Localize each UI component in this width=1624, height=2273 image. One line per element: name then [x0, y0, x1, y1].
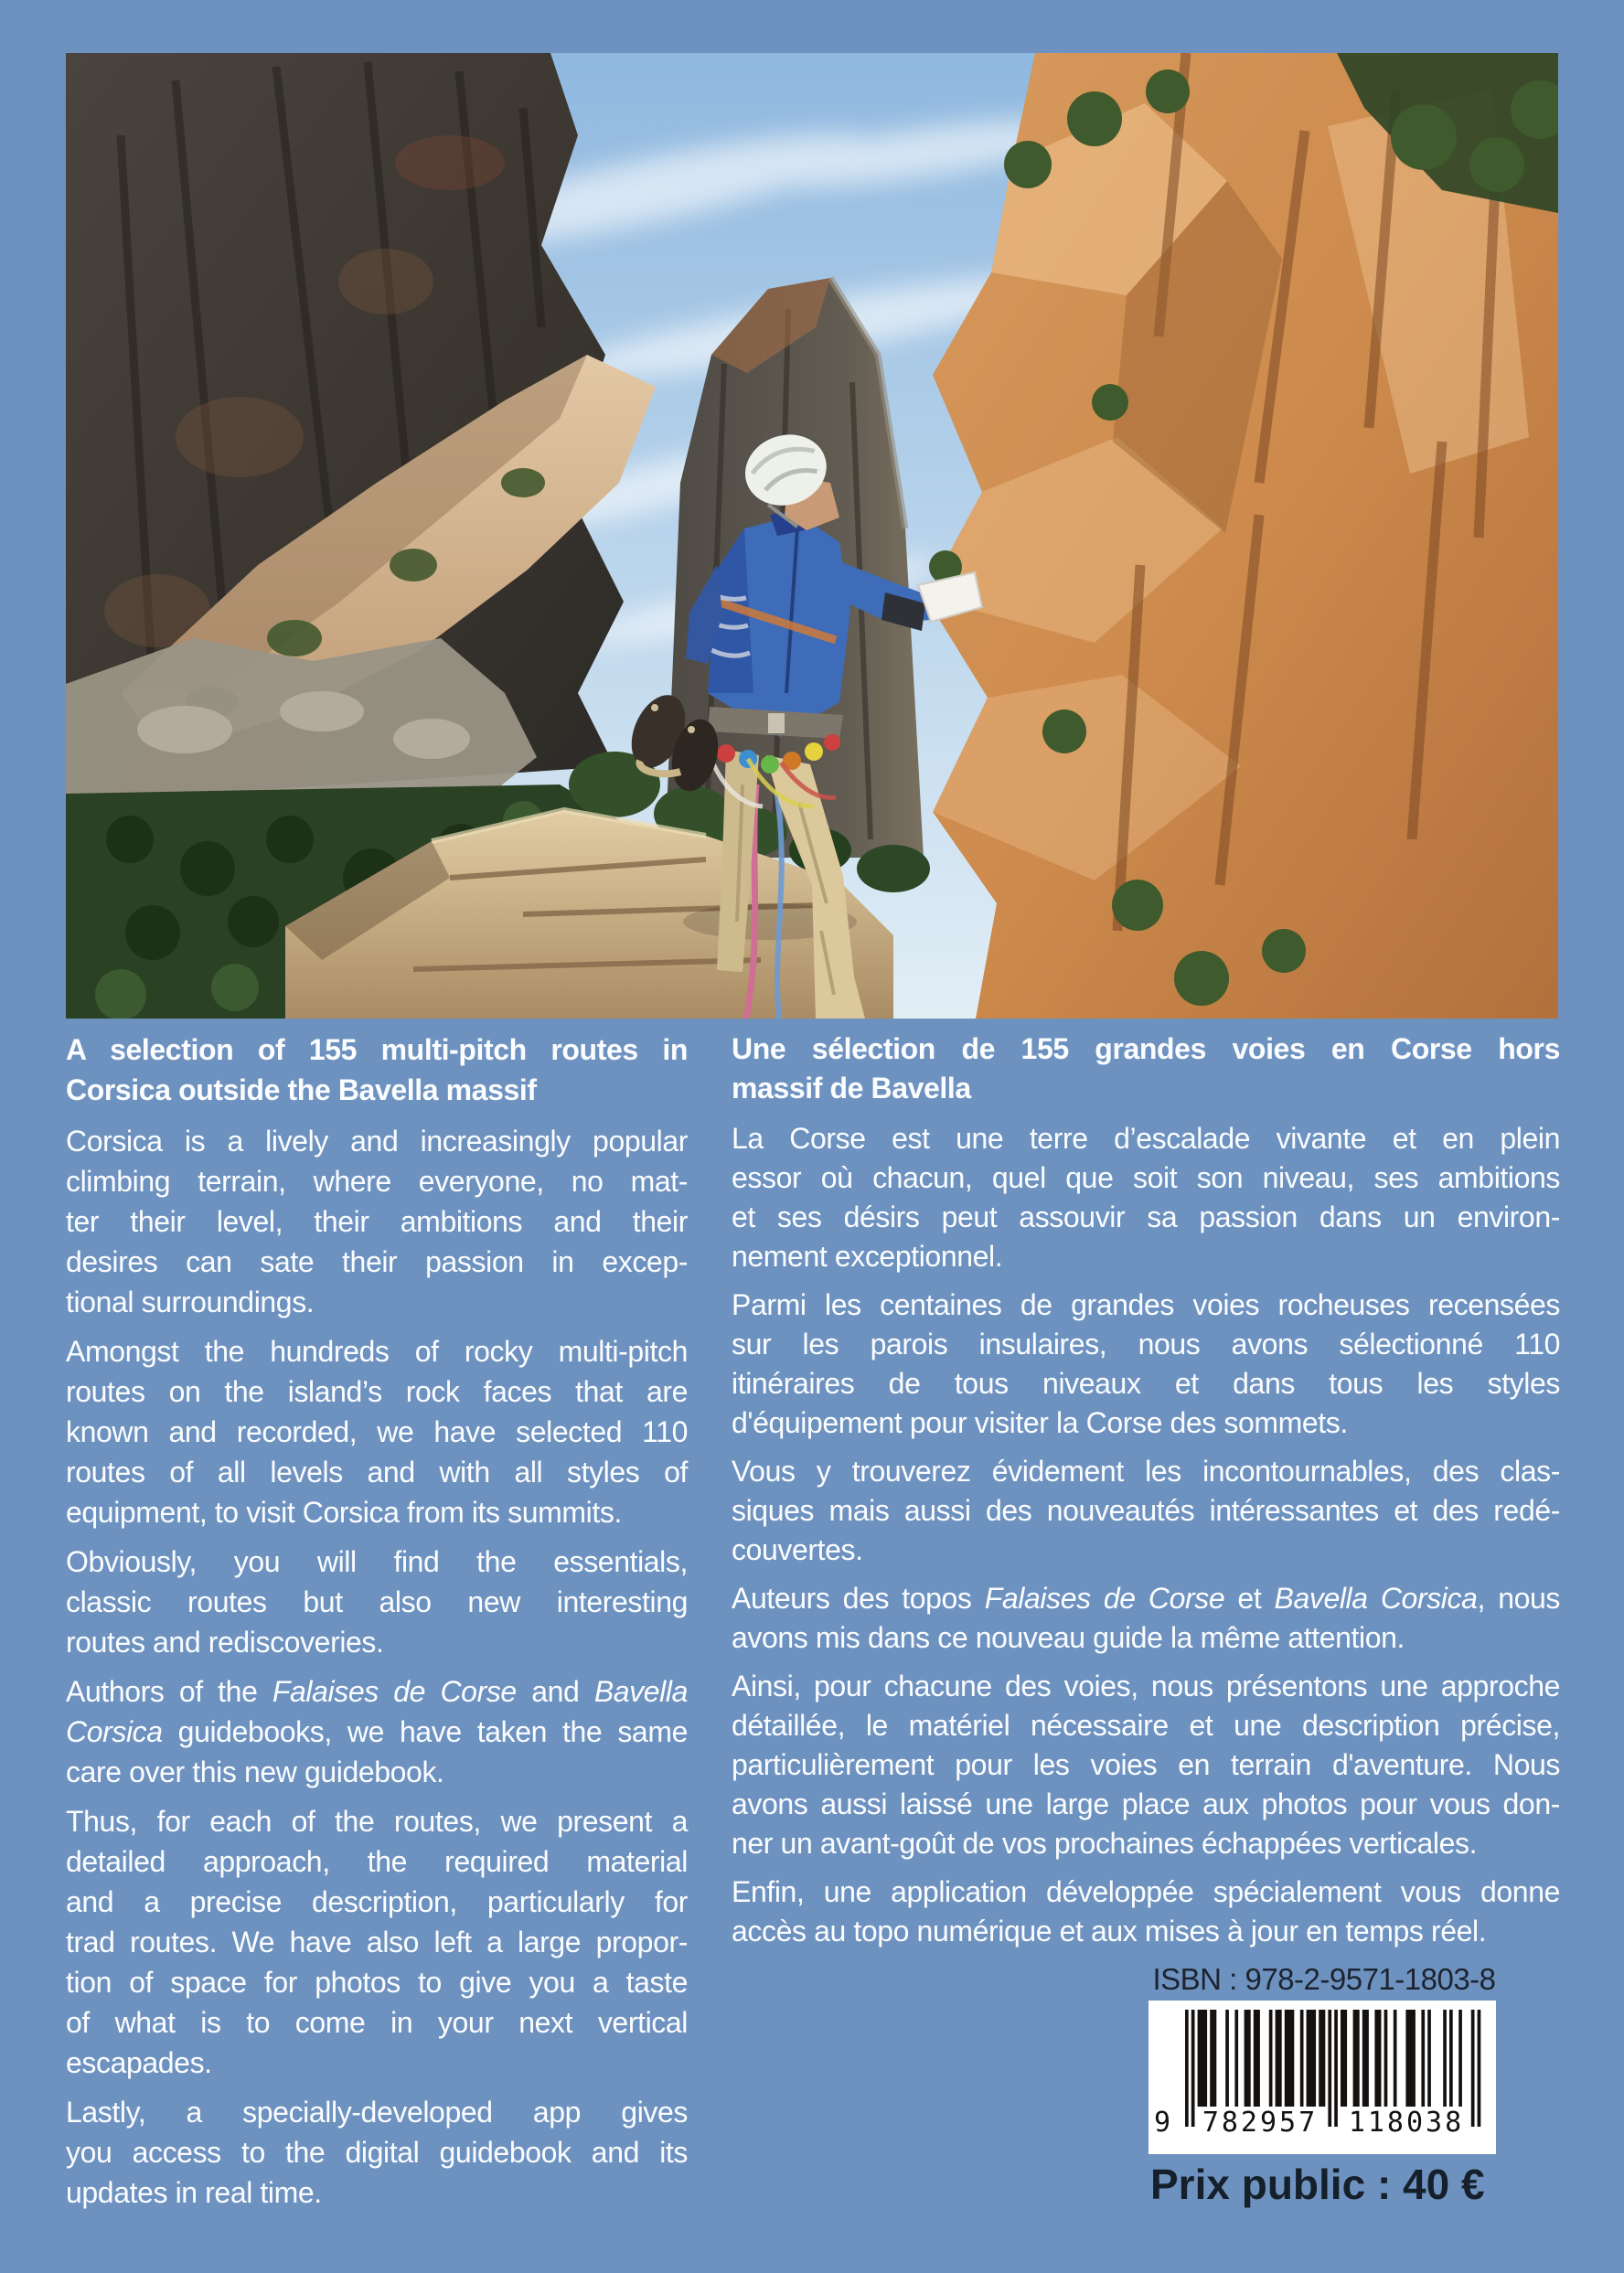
text-line: and a precise description, particularly for: [66, 1885, 688, 1918]
paragraph: [66, 1542, 688, 1662]
text-line: La Corse est une terre d’escalade vivante et en plein: [732, 1122, 1560, 1155]
text-line: care over this new guidebook.: [66, 1755, 444, 1788]
cover-photo: [66, 53, 1558, 1019]
text-line: couvertes.: [732, 1533, 863, 1566]
text-line: essor où chacun, quel que soit son niveau, ses ambitions: [732, 1161, 1560, 1194]
barcode-digit-group2: 118038: [1348, 2107, 1465, 2139]
text-line: Une sélection de 155 grandes voies en Corse hors: [732, 1032, 1560, 1065]
paragraph: [732, 1579, 1560, 1658]
text-line: routes of all levels and with all styles of: [66, 1456, 688, 1489]
column-heading: [732, 1030, 1560, 1108]
text-line: itinéraires de tous niveaux et dans tous les styles: [732, 1367, 1560, 1400]
paragraph: [732, 1667, 1560, 1863]
text-line: tion of space for photos to give you a taste: [66, 1966, 688, 1999]
text-line: A selection of 155 multi-pitch routes in: [66, 1033, 688, 1066]
paragraph: [66, 1121, 688, 1322]
paragraph: [732, 1286, 1560, 1443]
text-line: escapades.: [66, 2046, 212, 2079]
barcode-digit-group1: 782957: [1202, 2107, 1319, 2139]
text-line: Corsica guidebooks, we have taken the same: [66, 1715, 688, 1748]
text-line: Parmi les centaines de grandes voies rocheuses recensées: [732, 1288, 1560, 1321]
text-line: Thus, for each of the routes, we present a: [66, 1805, 688, 1838]
cover-photo-illustration: [66, 53, 1558, 1019]
isbn-text: ISBN : 978-2-9571-1803-8: [1152, 1962, 1496, 1996]
text-line: you access to the digital guidebook and its: [66, 2136, 688, 2169]
text-line: classic routes but also new interesting: [66, 1585, 688, 1618]
orange-cliff: [925, 53, 1558, 1019]
english-text-column: [66, 1030, 688, 2222]
text-line: nement exceptionnel.: [732, 1240, 1003, 1273]
text-line: detailed approach, the required material: [66, 1845, 688, 1878]
text-line: routes and rediscoveries.: [66, 1626, 384, 1659]
text-line: Auteurs des topos Falaises de Corse et Bavella Corsica, nous: [732, 1582, 1560, 1615]
price-label: Prix public : 40 €: [1150, 2161, 1485, 2208]
paragraph: [732, 1452, 1560, 1570]
text-line: sur les parois insulaires, nous avons sélectionné 110: [732, 1328, 1560, 1361]
text-line: avons mis dans ce nouveau guide la même attention.: [732, 1621, 1405, 1654]
text-line: of what is to come in your next vertical: [66, 2006, 688, 2039]
text-line: Obviously, you will find the essentials,: [66, 1545, 688, 1578]
text-line: détaillée, le matériel nécessaire et une description précise,: [732, 1709, 1560, 1742]
text-line: d'équipement pour visiter la Corse des sommets.: [732, 1406, 1348, 1439]
text-line: et ses désirs peut assouvir sa passion dans un environ-: [732, 1201, 1560, 1233]
text-line: desires can sate their passion in excep-: [66, 1245, 688, 1278]
paragraph: [66, 1671, 688, 1792]
text-line: siques mais aussi des nouveautés intéressantes et des redé-: [732, 1494, 1560, 1527]
text-line: climbing terrain, where everyone, no mat-: [66, 1165, 688, 1198]
text-line: ter their level, their ambitions and their: [66, 1205, 688, 1238]
paragraph: [66, 1801, 688, 2083]
paragraph: [66, 1331, 688, 1532]
text-line: accès au topo numérique et aux mises à jour en temps réel.: [732, 1915, 1487, 1948]
paragraph: [732, 1873, 1560, 1951]
text-line: Ainsi, pour chacune des voies, nous présentons une approche: [732, 1670, 1560, 1702]
text-line: equipment, to visit Corsica from its summits.: [66, 1496, 622, 1529]
text-line: Lastly, a specially-developed app gives: [66, 2096, 688, 2129]
barcode: [1149, 2001, 1496, 2154]
paragraph: [66, 2092, 688, 2213]
french-text-column: [732, 1030, 1560, 1960]
text-line: Enfin, une application développée spécialement vous donne: [732, 1875, 1560, 1908]
text-line: ner un avant-goût de vos prochaines échappées verticales.: [732, 1827, 1478, 1860]
text-line: known and recorded, we have selected 110: [66, 1415, 688, 1448]
text-line: tional surroundings.: [66, 1286, 315, 1318]
text-line: massif de Bavella: [732, 1072, 971, 1104]
text-line: routes on the island’s rock faces that are: [66, 1375, 688, 1408]
text-line: Corsica outside the Bavella massif: [66, 1073, 537, 1106]
text-line: particulièrement pour les voies en terrain d'aventure. Nous: [732, 1748, 1560, 1781]
text-line: avons aussi laissé une large place aux photos pour vous don-: [732, 1787, 1560, 1820]
text-line: updates in real time.: [66, 2176, 322, 2209]
barcode-digit-first: 9: [1154, 2107, 1174, 2139]
paragraph: [732, 1119, 1560, 1276]
text-line: Vous y trouverez évidement les incontournables, des clas-: [732, 1455, 1560, 1488]
text-line: trad routes. We have also left a large propor-: [66, 1926, 688, 1958]
column-heading: [66, 1030, 688, 1110]
text-line: Authors of the Falaises de Corse and Bavella: [66, 1675, 688, 1708]
text-line: Amongst the hundreds of rocky multi-pitch: [66, 1335, 688, 1368]
text-line: Corsica is a lively and increasingly popular: [66, 1125, 688, 1158]
